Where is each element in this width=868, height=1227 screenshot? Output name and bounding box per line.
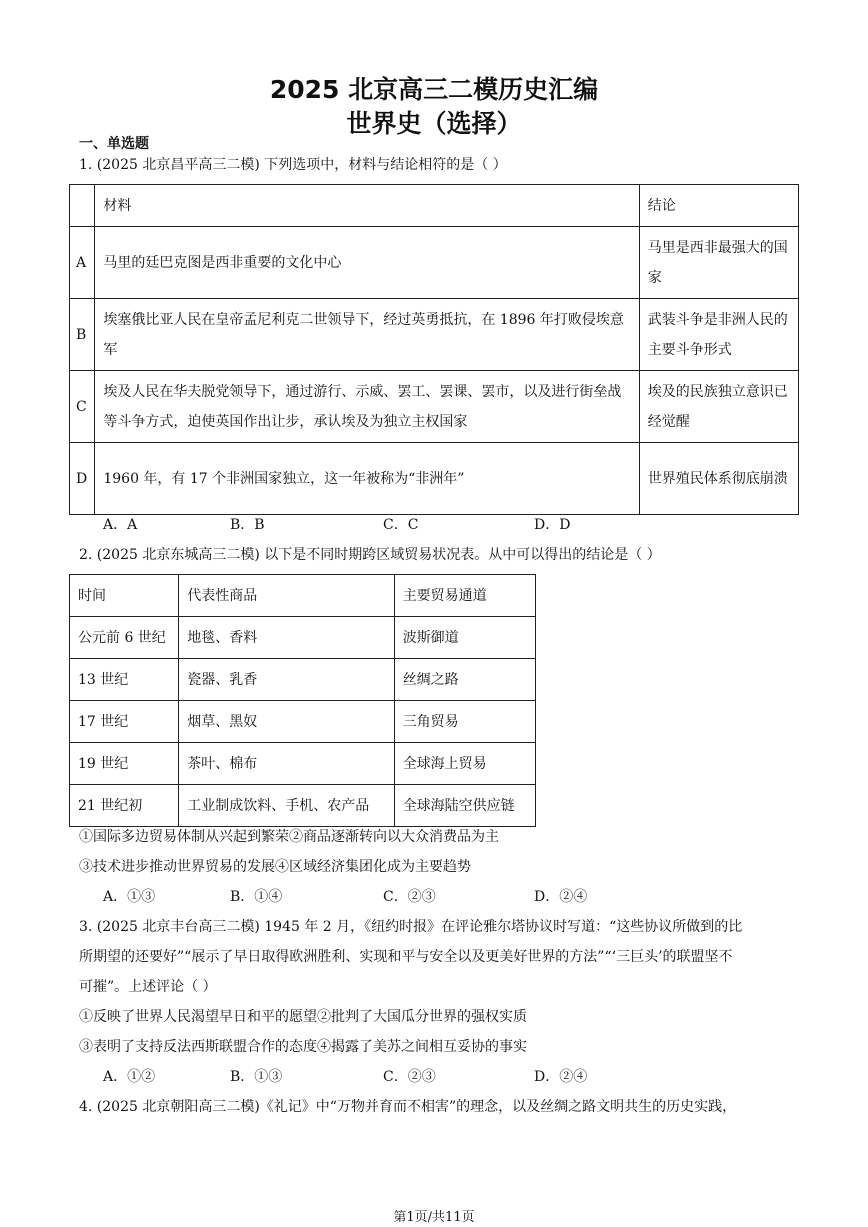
row-material: 埃塞俄比亚人民在皇帝孟尼利克二世领导下，经过英勇抵抗，在 1896 年打败侵埃意军 <box>95 299 639 371</box>
q2-table <box>69 574 536 827</box>
row-conclusion: 武装斗争是非洲人民的主要斗争形式 <box>639 299 798 371</box>
cell-goods: 地毯、香料 <box>179 617 394 659</box>
page-footer: 第1页/共11页 <box>393 1210 475 1225</box>
q1-header-conclusion: 结论 <box>639 185 798 227</box>
option-b[interactable]: B．①④ <box>230 889 283 905</box>
q3-options <box>0 1067 868 1087</box>
q2-header-route: 主要贸易通道 <box>394 575 535 617</box>
document-subtitle: 世界史（选择） <box>346 109 522 138</box>
row-conclusion: 世界殖民体系彻底崩溃 <box>639 443 798 515</box>
q3-statement-2: ③表明了支持反法西斯联盟合作的态度④揭露了美苏之间相互妥协的事实 <box>79 1039 527 1055</box>
row-label: C <box>70 371 95 443</box>
table-row <box>70 299 799 371</box>
option-c[interactable]: C．②③ <box>383 889 436 905</box>
option-d[interactable]: D．D <box>534 517 571 533</box>
cell-time: 13 世纪 <box>70 659 179 701</box>
table-row <box>70 185 799 227</box>
row-label: A <box>70 227 95 299</box>
option-d[interactable]: D．②④ <box>534 1069 588 1085</box>
q2-stem: 2. (2025 北京东城高三二模) 以下是不同时期跨区域贸易状况表。从中可以得出的结论是（ ） <box>79 547 661 563</box>
cell-time: 公元前 6 世纪 <box>70 617 179 659</box>
document-title: 2025 北京高三二模历史汇编 <box>269 75 599 104</box>
q2-statement-1: ①国际多边贸易体制从兴起到繁荣②商品逐渐转向以大众消费品为主 <box>79 829 499 845</box>
q4-stem: 4. (2025 北京朝阳高三二模)《礼记》中“万物并育而不相害”的理念，以及丝绸之路文明共生的历史实践， <box>79 1099 737 1115</box>
q3-statement-1: ①反映了世界人民渴望早日和平的愿望②批判了大国瓜分世界的强权实质 <box>79 1009 527 1025</box>
row-conclusion: 马里是西非最强大的国家 <box>639 227 798 299</box>
q1-stem: 1. (2025 北京昌平高三二模) 下列选项中，材料与结论相符的是（ ） <box>79 157 507 173</box>
q3-stem-line-3: 可摧”。上述评论（ ） <box>79 979 217 995</box>
option-b[interactable]: B．B <box>230 517 265 533</box>
table-row <box>70 701 536 743</box>
q1-table <box>69 184 799 515</box>
table-row <box>70 617 536 659</box>
cell-route: 波斯御道 <box>394 617 535 659</box>
cell-goods: 茶叶、棉布 <box>179 743 394 785</box>
row-label: B <box>70 299 95 371</box>
row-material: 马里的廷巴克图是西非重要的文化中心 <box>95 227 639 299</box>
option-d[interactable]: D．②④ <box>534 889 588 905</box>
cell-time: 21 世纪初 <box>70 785 179 827</box>
option-a[interactable]: A．①② <box>103 1069 156 1085</box>
table-row <box>70 443 799 515</box>
q1-header-material: 材料 <box>95 185 639 227</box>
section-heading: 一、单选题 <box>79 136 149 152</box>
table-row <box>70 785 536 827</box>
table-row <box>70 227 799 299</box>
cell-goods: 瓷器、乳香 <box>179 659 394 701</box>
row-label: D <box>70 443 95 515</box>
table-row <box>70 659 536 701</box>
q1-header-label <box>70 185 95 227</box>
table-row <box>70 575 536 617</box>
row-conclusion: 埃及的民族独立意识已经觉醒 <box>639 371 798 443</box>
q1-options <box>0 515 868 535</box>
option-c[interactable]: C．②③ <box>383 1069 436 1085</box>
table-row <box>70 371 799 443</box>
row-material: 1960 年，有 17 个非洲国家独立，这一年被称为“非洲年” <box>95 443 639 515</box>
q2-statement-2: ③技术进步推动世界贸易的发展④区域经济集团化成为主要趋势 <box>79 859 471 875</box>
option-a[interactable]: A．A <box>103 517 138 533</box>
cell-route: 丝绸之路 <box>394 659 535 701</box>
cell-route: 全球海上贸易 <box>394 743 535 785</box>
cell-goods: 工业制成饮料、手机、农产品 <box>179 785 394 827</box>
cell-route: 三角贸易 <box>394 701 535 743</box>
option-b[interactable]: B．①③ <box>230 1069 283 1085</box>
q3-stem-line-1: 3. (2025 北京丰台高三二模) 1945 年 2 月，《纽约时报》在评论雅尔塔协议时写道：“这些协议所做到的比 <box>79 919 743 935</box>
cell-time: 19 世纪 <box>70 743 179 785</box>
option-c[interactable]: C．C <box>383 517 419 533</box>
row-material: 埃及人民在华夫脱党领导下，通过游行、示威、罢工、罢课、罢市，以及进行街垒战等斗争方式，迫使英国作出让步，承认埃及为独立主权国家 <box>95 371 639 443</box>
q2-options <box>0 887 868 907</box>
cell-route: 全球海陆空供应链 <box>394 785 535 827</box>
cell-goods: 烟草、黑奴 <box>179 701 394 743</box>
q2-header-goods: 代表性商品 <box>179 575 394 617</box>
cell-time: 17 世纪 <box>70 701 179 743</box>
q2-header-time: 时间 <box>70 575 179 617</box>
table-row <box>70 743 536 785</box>
option-a[interactable]: A．①③ <box>103 889 156 905</box>
q3-stem-line-2: 所期望的还要好”“展示了早日取得欧洲胜利、实现和平与安全以及更美好世界的方法”“‘三巨头’的联盟坚不 <box>79 949 733 965</box>
